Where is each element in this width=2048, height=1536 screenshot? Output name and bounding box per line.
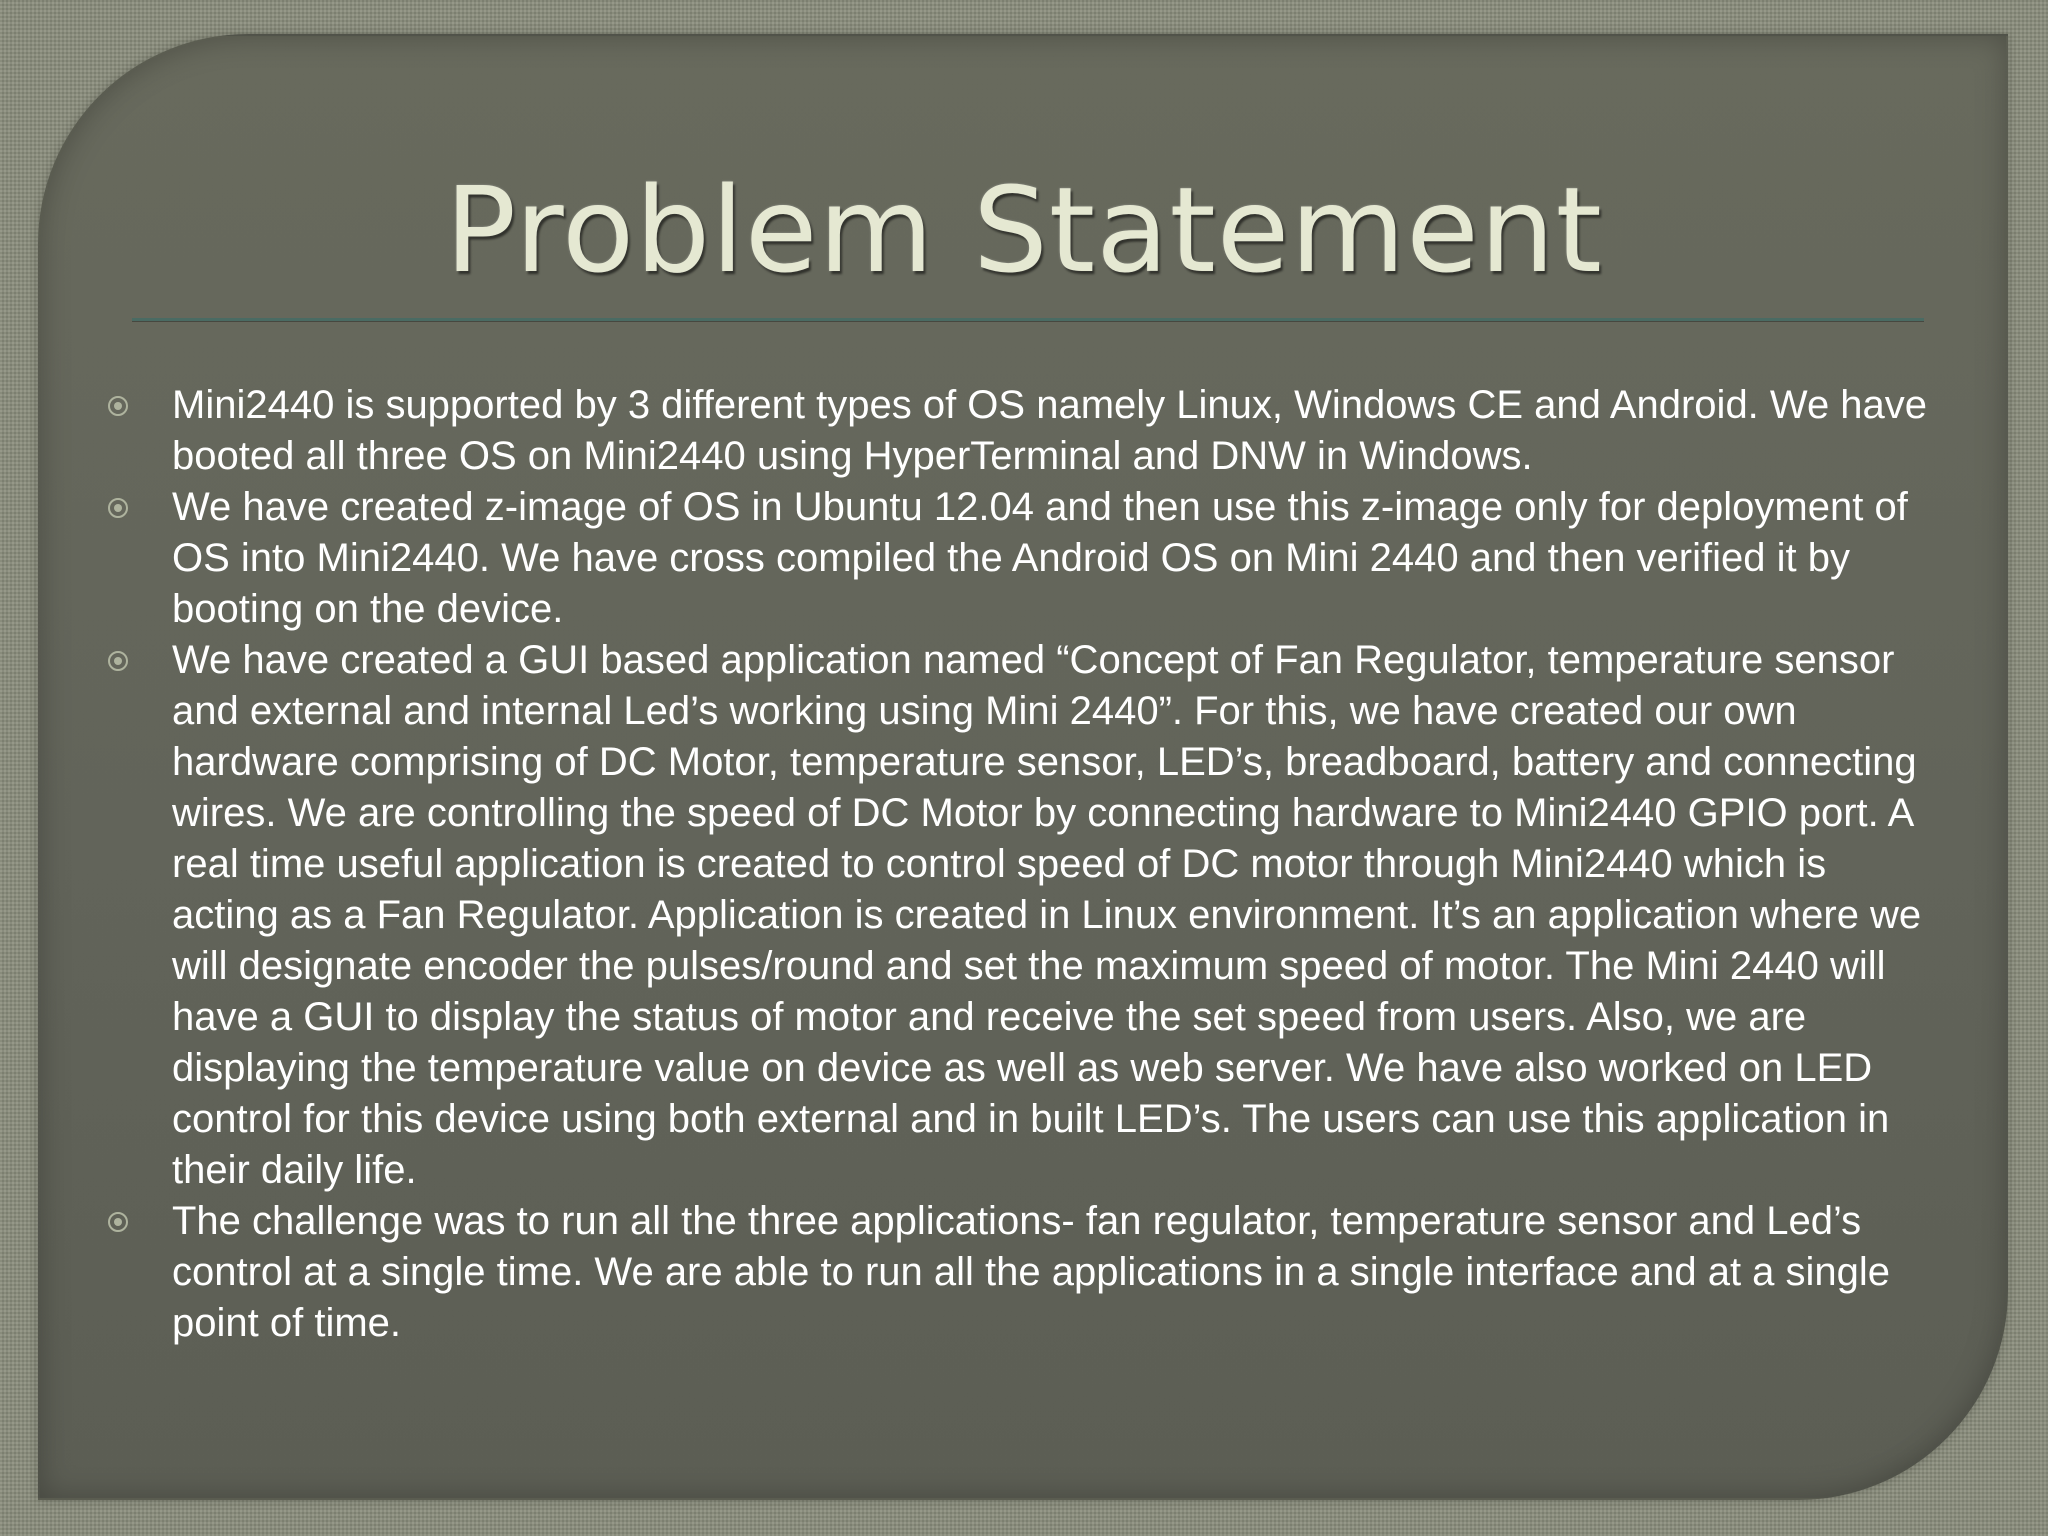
circle-bullet-icon xyxy=(108,498,128,518)
bullet-item xyxy=(100,635,1940,1196)
circle-bullet-icon xyxy=(108,1212,128,1232)
bullet-item xyxy=(100,380,1940,482)
bullet-list xyxy=(100,380,1940,1349)
slide-title: Problem Statement xyxy=(445,161,1603,299)
bullet-text: Mini2440 is supported by 3 different types of OS namely Linux, Windows CE and Android. We have booted all three OS on Mini2440 using HyperTerminal and DNW in Windows. xyxy=(172,383,1928,478)
bullet-item xyxy=(100,1196,1940,1349)
bullet-text: We have created a GUI based application named “Concept of Fan Regulator, temperature sensor and external and internal Led’s working using Mini 2440”. For this, we have created our own hardware comprising of DC Motor, temperature sensor, LED’s, breadboard, battery and connecting wires. We are controlling the speed of DC Motor by connecting hardware to Mini2440 GPIO port. A real time useful application is created to control speed of DC motor through Mini2440 which is acting as a Fan Regulator. Application is created in Linux environment. It’s an application where we will designate encoder the pulses/round and set the maximum speed of motor. The Mini 2440 will have a GUI to display the status of motor and receive the set speed from users. Also, we are displaying the temperature value on device as well as web server. We have also worked on LED control for this device using both external and in built LED’s. The users can use this application in their daily life. xyxy=(172,638,1922,1192)
circle-bullet-icon xyxy=(108,651,128,671)
circle-bullet-icon xyxy=(108,396,128,416)
bullet-text: The challenge was to run all the three applications- fan regulator, temperature sensor and Led’s control at a single time. We are able to run all the applications in a single interface and at a single point of time. xyxy=(172,1199,1891,1345)
title-divider xyxy=(132,318,1924,321)
bullet-text: We have created z-image of OS in Ubuntu 12.04 and then use this z-image only for deployment of OS into Mini2440. We have cross compiled the Android OS on Mini 2440 and then verified it by booting on the device. xyxy=(172,485,1908,631)
bullet-item xyxy=(100,482,1940,635)
